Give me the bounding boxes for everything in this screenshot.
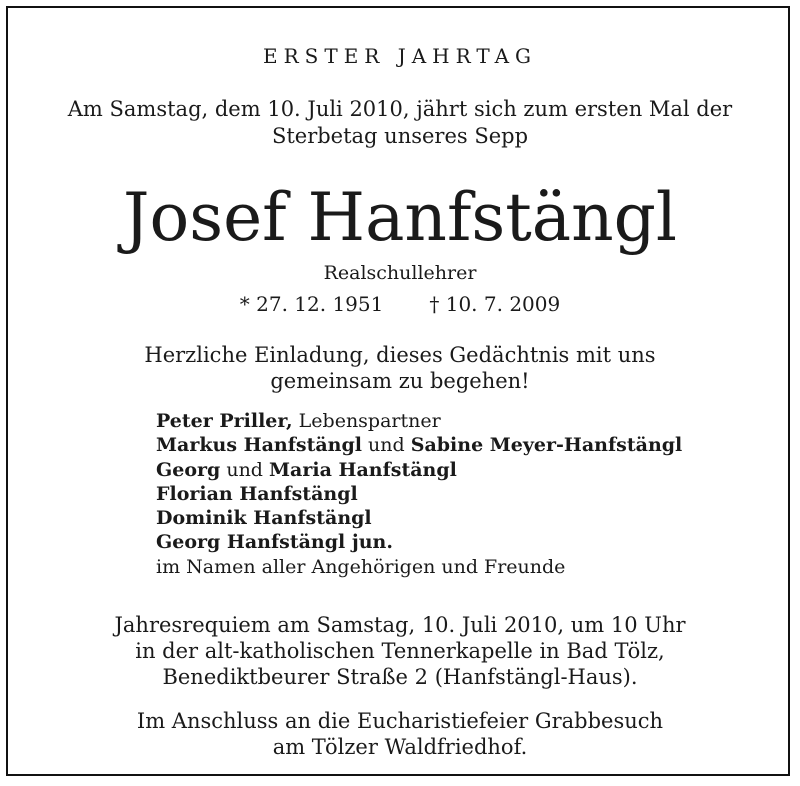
requiem-line-2: in der alt-katholischen Tennerkapelle in Bad Tölz, bbox=[135, 639, 665, 663]
invitation-line-1: Herzliche Einladung, dieses Gedächtnis mit uns bbox=[144, 343, 656, 367]
family-name: Georg Hanfstängl jun. bbox=[156, 531, 393, 554]
invitation-line-2: gemeinsam zu begehen! bbox=[270, 369, 530, 393]
family-name: Georg bbox=[156, 458, 221, 481]
family-line bbox=[156, 458, 682, 482]
family-line bbox=[156, 433, 682, 457]
family-line bbox=[156, 409, 682, 433]
family-name: Florian Hanfstängl bbox=[156, 482, 358, 505]
deceased-name: Josef Hanfstängl bbox=[123, 179, 677, 256]
death-date: † 10. 7. 2009 bbox=[429, 292, 561, 316]
requiem-line-3: Benediktbeurer Straße 2 (Hanfstängl-Haus). bbox=[162, 665, 638, 689]
family-line bbox=[156, 555, 682, 579]
occupation: Realschullehrer bbox=[323, 262, 477, 284]
conjunction: und bbox=[362, 434, 411, 457]
notice-heading: ERSTER JAHRTAG bbox=[263, 44, 537, 68]
closing-line-2: am Tölzer Waldfriedhof. bbox=[272, 735, 528, 759]
birth-date: * 27. 12. 1951 bbox=[239, 292, 384, 316]
intro-line-2: Sterbetag unseres Sepp bbox=[271, 124, 529, 148]
family-signatures bbox=[156, 409, 682, 579]
closing-line-1: Im Anschluss an die Eucharistiefeier Grabbesuch bbox=[136, 709, 664, 733]
family-name: Peter Priller, bbox=[156, 410, 293, 432]
intro-line-1: Am Samstag, dem 10. Juli 2010, jährt sich zum ersten Mal der bbox=[67, 97, 733, 121]
family-line bbox=[156, 506, 682, 530]
family-relation: Lebenspartner bbox=[292, 410, 441, 432]
family-line bbox=[156, 482, 682, 506]
family-name: Maria Hanfstängl bbox=[269, 458, 457, 481]
family-line bbox=[156, 530, 682, 554]
family-name: Dominik Hanfstängl bbox=[156, 507, 372, 530]
family-name: Markus Hanfstängl bbox=[156, 434, 362, 457]
life-dates bbox=[0, 292, 800, 316]
requiem-line-1: Jahresrequiem am Samstag, 10. Juli 2010, um 10 Uhr bbox=[114, 613, 686, 637]
conjunction: und bbox=[220, 458, 270, 481]
family-name: Sabine Meyer-Hanfstängl bbox=[410, 434, 683, 457]
family-closing: im Namen aller Angehörigen und Freunde bbox=[156, 555, 566, 578]
